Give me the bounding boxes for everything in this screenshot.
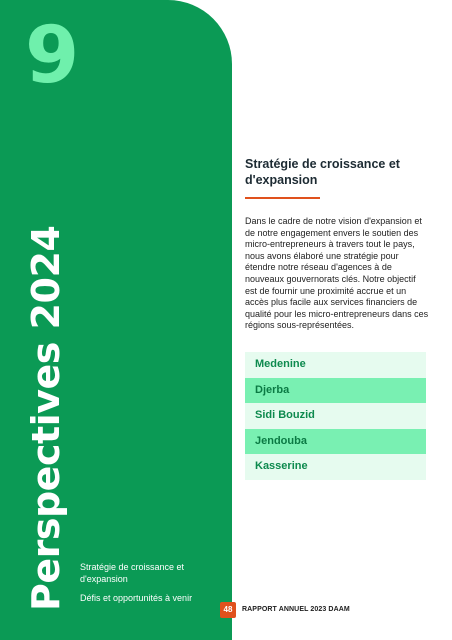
- footer-report-title: RAPPORT ANNUEL 2023 DAAM: [242, 606, 350, 613]
- nav-item-strategie[interactable]: Stratégie de croissance et d'expansion: [80, 562, 185, 584]
- chapter-title: Perspectives 2024: [24, 225, 68, 611]
- chapter-number: 9: [25, 11, 78, 101]
- region-item: Djerba: [245, 378, 426, 404]
- section-body-text: Dans le cadre de notre vision d'expansion et de notre engagement envers le soutien des micro-entrepreneurs à travers tout le pays, nous avons élaboré une stratégie pour étendre notre réseau d'agences à de nouveaux gouvernorats clés. Notre objectif est de fournir une proximité accrue et un accès plus facile aux services financiers de qualité pour les micro-entrepreneurs dans ces régions sous-représentées.: [245, 216, 429, 331]
- region-list: [245, 352, 426, 480]
- section-heading: Stratégie de croissance et d'expansion: [245, 157, 400, 187]
- region-item: Kasserine: [245, 454, 426, 480]
- region-item: Medenine: [245, 352, 426, 378]
- region-item: Sidi Bouzid: [245, 403, 426, 429]
- region-item: Jendouba: [245, 429, 426, 455]
- nav-item-defis[interactable]: Défis et opportunités à venir: [80, 593, 193, 603]
- side-nav: [80, 561, 202, 611]
- page-number: 48: [220, 602, 236, 618]
- heading-divider: [245, 197, 320, 199]
